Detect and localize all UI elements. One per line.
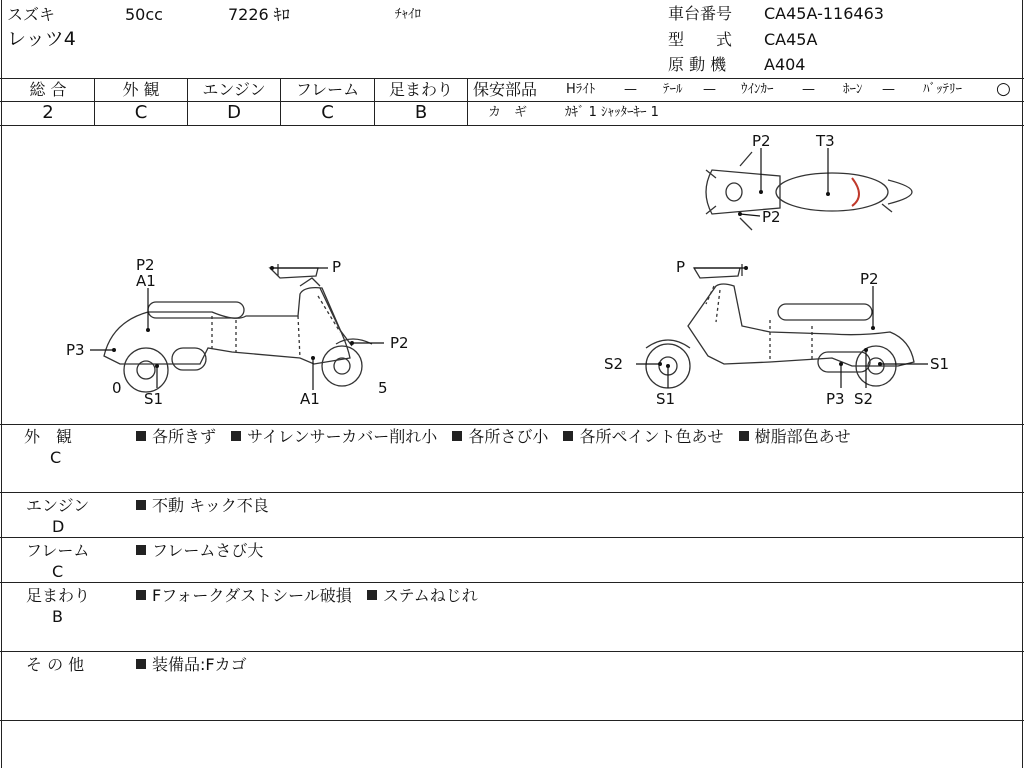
diagram-label-top-2: P2 [762,208,781,226]
remark-category-engine: エンジン [26,496,90,515]
grade-header-exterior: 外 観 [122,80,160,99]
remark-items-frame [136,543,263,559]
mileage: 7226 ｷﾛ [228,5,290,24]
remark-items-other [136,657,247,673]
engine-value: A404 [764,55,806,74]
remark-item: 装備品:Fカゴ [152,655,247,674]
damage-diagram [0,126,1024,424]
safety-item-tail: ﾃｰﾙ [663,82,683,97]
divider-safety [468,101,1024,102]
displacement: 50cc [125,5,163,24]
remark-item: 各所さび小 [468,427,549,446]
safety-item-winker: ｳｲﾝｶｰ [741,82,774,97]
key-value: ｶｷﾞ 1 ｼｬｯﾀｰｷｰ 1 [565,105,659,120]
diagram-label-left-5: 0 [112,379,122,397]
grade-value-suspension: B [414,102,428,123]
diagram-label-right-1: P2 [860,270,879,288]
chassis-label: 車台番号 [668,4,733,23]
safety-item-headlight: Hﾗｲﾄ [566,82,596,97]
diagram-label-top-0: P2 [752,132,771,150]
grade-header-frame: フレーム [295,80,360,99]
scooter-top-view [706,152,912,230]
remark-item: Fフォークダストシール破損 [152,586,352,605]
chassis-value: CA45A-116463 [764,4,884,23]
engine-label: 原 動 機 [668,55,727,74]
diagram-label-right-6: S2 [854,390,874,408]
remark-category-other: そ の 他 [26,655,85,674]
safety-item-battery: ﾊﾞｯﾃﾘｰ [923,82,962,97]
remark-item: サイレンサーカバー削れ小 [247,427,438,446]
safety-mark-headlight: — [624,82,637,97]
diagram-label-left-2: P [332,258,342,276]
diagram-label-left-7: A1 [300,390,320,408]
diagram-label-right-0: P [676,258,686,276]
remark-category-suspension: 足まわり [26,586,91,605]
diagram-label-left-3: P3 [66,341,85,359]
remark-item: 樹脂部色あせ [754,427,851,446]
grade-header-suspension: 足まわり [388,80,453,99]
grade-value-frame: C [321,102,334,123]
model-name: レッツ4 [7,28,76,50]
remark-items-engine [136,498,269,514]
remark-grade-exterior: C [50,448,62,467]
safety-mark-winker: — [802,82,815,97]
maker: スズキ [7,5,56,24]
remark-item: ステムねじれ [382,586,478,605]
remark-item: 各所ペイント色あせ [579,427,724,446]
divider-diagram [0,424,1024,425]
grade-col-5 [467,78,468,125]
pointer-lines [90,148,928,390]
grade-header-overall: 総 合 [29,80,67,99]
remark-category-frame: フレーム [26,541,90,560]
safety-mark-tail: — [703,82,716,97]
divider-remark-5 [0,720,1024,721]
remark-item: 各所きず [152,427,217,446]
remark-item: フレームさび大 [152,541,264,560]
diagram-label-left-0: P2 [136,256,155,274]
grade-value-engine: D [227,102,241,123]
diagram-label-left-1: A1 [136,272,156,290]
safety-mark-horn: — [882,82,895,97]
type-label: 型 式 [668,30,733,49]
remark-category-exterior: 外 観 [24,427,73,446]
remark-grade-engine: D [52,517,65,536]
diagram-label-left-4: P2 [390,334,409,352]
diagram-label-left-8: 5 [378,379,388,397]
diagram-label-right-4: S1 [656,390,676,408]
remark-grade-frame: C [52,562,64,581]
divider-remark-4 [0,651,1024,652]
color: ﾁｬｲﾛ [395,7,421,22]
grade-value-overall: 2 [42,102,54,123]
divider-header [0,78,1024,79]
remark-grade-suspension: B [52,607,63,626]
remark-items-suspension [136,588,478,604]
remark-items-exterior [136,429,851,445]
grade-header-engine: エンジン [202,80,266,99]
divider-remark-3 [0,582,1024,583]
type-value: CA45A [764,30,818,49]
diagram-label-left-6: S1 [144,390,164,408]
remark-item: 不動 キック不良 [152,496,269,515]
diagram-label-right-5: P3 [826,390,845,408]
safety-item-horn: ﾎｰﾝ [843,82,863,97]
safety-mark-battery: ○ [996,79,1011,99]
divider-remark-1 [0,492,1024,493]
grade-value-exterior: C [134,102,148,123]
diagram-label-right-3: S1 [930,355,950,373]
safety-label: 保安部品 [473,80,538,99]
divider-remark-2 [0,537,1024,538]
diagram-label-top-1: T3 [816,132,835,150]
diagram-label-right-2: S2 [604,355,624,373]
key-label: カ ギ [488,105,528,120]
